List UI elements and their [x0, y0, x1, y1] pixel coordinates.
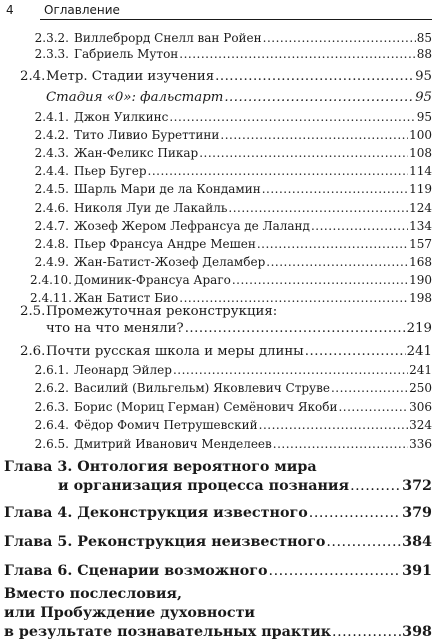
entry-title: Василий (Вильгельм) Яковлевич Струве: [74, 381, 330, 396]
entry-number: 2.4.7.: [34, 218, 69, 233]
entry-number: 2.3.3.: [34, 47, 69, 61]
leader-dots: [232, 272, 408, 288]
chapter-page: 384: [402, 534, 432, 550]
entry-title: Доминик-Франсуа Араго: [74, 272, 231, 287]
entry-number: 2.3.2.: [34, 31, 69, 45]
leader-dots: [257, 236, 408, 252]
section-title: Почти русская школа и меры длины: [46, 344, 304, 359]
toc-entry: [30, 163, 432, 179]
toc-entry: [30, 127, 432, 143]
entry-title: Жан-Батист-Жозеф Деламбер: [74, 254, 266, 269]
toc-afterword: [4, 585, 432, 641]
entry-title: Жан Батист Био: [74, 291, 179, 305]
entry-number: 2.4.6.: [34, 200, 69, 215]
entry-title: Дмитрий Иванович Менделеев: [74, 436, 272, 451]
toc-entry: [30, 436, 432, 452]
leader-dots: [169, 109, 415, 125]
leader-dots: [220, 127, 408, 143]
section-page: 219: [406, 321, 432, 336]
entry-page: 95: [416, 110, 432, 124]
afterword-title-cont: или Пробуждение духовности: [4, 605, 256, 621]
entry-page: 190: [409, 272, 432, 287]
toc-section-cont: [46, 320, 432, 338]
entry-page: 85: [416, 31, 432, 45]
entry-number: 2.4.11.: [30, 291, 72, 305]
entry-page: 114: [409, 164, 432, 179]
leader-dots: [338, 399, 408, 415]
entry-title: Тито Ливио Буреттини: [74, 128, 220, 143]
leader-dots: [332, 623, 401, 641]
toc-entry: [30, 46, 432, 62]
entry-number: 2.6.4.: [34, 418, 69, 433]
leader-dots: [331, 380, 408, 396]
entry-number: 2.4.2.: [34, 128, 69, 143]
entry-title: Пьер Франсуа Андре Мешен: [74, 236, 256, 251]
section-title: Метр. Стадии изучения: [46, 69, 215, 84]
toc-entry: [30, 362, 432, 378]
toc-entry: [30, 30, 432, 46]
entry-number: 2.4.1.: [34, 110, 69, 124]
leader-dots: [224, 89, 414, 107]
entry-number: 2.6.2.: [34, 381, 69, 396]
leader-dots: [305, 343, 406, 361]
toc-chapter-6: [4, 562, 432, 581]
toc-chapter-5: [4, 533, 432, 552]
leader-dots: [185, 320, 406, 338]
entry-page: 324: [409, 418, 432, 433]
running-title: Оглавление: [44, 3, 120, 17]
entry-title: Борис (Мориц Герман) Семёнович Якоби: [74, 399, 338, 414]
entry-page: 198: [409, 291, 432, 305]
section-page: 241: [406, 344, 432, 359]
chapter-title: Глава 3. Онтология вероятного мира: [4, 459, 317, 475]
toc-stage: [46, 89, 432, 107]
leader-dots: [173, 362, 408, 378]
entry-page: 100: [409, 128, 432, 143]
entry-title: Пьер Бугер: [74, 164, 147, 179]
toc-entry: [30, 254, 432, 270]
chapter-page: 391: [402, 563, 432, 579]
leader-dots: [228, 200, 408, 216]
entry-page: 134: [409, 218, 432, 233]
entry-page: 119: [409, 182, 432, 197]
leader-dots: [262, 181, 408, 197]
entry-title: Шарль Мари де ла Кондамин: [74, 182, 261, 197]
entry-number: 2.4.8.: [34, 236, 69, 251]
afterword-page: 398: [402, 624, 432, 640]
leader-dots: [266, 254, 408, 270]
entry-title: Жозеф Жером Лефрансуа де Лаланд: [74, 218, 310, 233]
leader-dots: [273, 436, 408, 452]
entry-title: Габриель Мутон: [74, 47, 179, 61]
toc-entry: [30, 417, 432, 433]
entry-number: 2.4.3.: [34, 146, 69, 161]
entry-number: 2.6.5.: [34, 436, 69, 451]
entry-page: 157: [409, 236, 432, 251]
entry-title: Фёдор Фомич Петрушевский: [74, 418, 258, 433]
toc-entry: [30, 399, 432, 415]
leader-dots: [259, 417, 408, 433]
toc-entry: [30, 200, 432, 216]
entry-title: Виллеброрд Снелл ван Ройен: [74, 31, 262, 45]
entry-title: Леонард Эйлер: [74, 363, 172, 377]
toc-entry: [30, 380, 432, 396]
entry-page: 108: [409, 146, 432, 161]
chapter-title-cont: и организация процесса познания: [58, 478, 350, 494]
entry-title: Николя Луи де Лакайль: [74, 200, 228, 215]
entry-page: 250: [409, 381, 432, 396]
leader-dots: [311, 218, 408, 234]
entry-number: 2.4.5.: [34, 182, 69, 197]
leader-dots: [326, 533, 401, 552]
leader-dots: [148, 163, 409, 179]
chapter-title: Глава 5. Реконструкция неизвестного: [4, 534, 326, 550]
leader-dots: [263, 30, 416, 46]
entry-page: 168: [409, 254, 432, 269]
stage-page: 95: [415, 90, 432, 105]
toc-entry: [30, 145, 432, 161]
section-title-cont: что на что меняли?: [46, 321, 184, 336]
page-header: [0, 0, 436, 22]
afterword-title-cont: в результате познавательных практик: [4, 624, 332, 640]
leader-dots: [309, 504, 401, 523]
toc-entry: [30, 181, 432, 197]
header-rule: [40, 19, 432, 20]
entry-number: 2.6.3.: [34, 399, 69, 414]
entry-page: 241: [409, 363, 432, 377]
toc-chapter-4: [4, 504, 432, 523]
toc-entry: [30, 109, 432, 125]
entry-title: Джон Уилкинс: [74, 110, 169, 124]
chapter-title: Глава 4. Деконструкция известного: [4, 505, 308, 521]
section-title: Промежуточная реконструкция:: [46, 304, 278, 319]
section-page: 95: [415, 69, 432, 84]
leader-dots: [215, 68, 414, 86]
entry-number: 2.6.1.: [34, 363, 69, 377]
section-number: 2.5.: [20, 304, 46, 319]
entry-page: 88: [416, 47, 432, 61]
leader-dots: [269, 562, 402, 581]
stage-title: Стадия «0»: фальстарт: [46, 90, 224, 105]
entry-number: 2.4.9.: [34, 254, 69, 269]
toc-chapter-3: [4, 458, 432, 496]
section-number: 2.4.: [20, 69, 46, 84]
leader-dots: [199, 145, 408, 161]
afterword-title: Вместо послесловия,: [4, 586, 182, 602]
page-number: 4: [6, 3, 14, 17]
chapter-page: 372: [402, 478, 432, 494]
toc-section: [20, 343, 432, 361]
leader-dots: [179, 46, 415, 62]
toc-entry: [30, 236, 432, 252]
entry-title: Жан-Феликс Пикар: [74, 146, 199, 161]
entry-number: 2.4.4.: [34, 164, 69, 179]
toc-entry: [30, 218, 432, 234]
entry-number: 2.4.10.: [30, 272, 72, 287]
leader-dots: [350, 477, 401, 496]
chapter-page: 379: [402, 505, 432, 521]
entry-page: 124: [409, 200, 432, 215]
chapter-title: Глава 6. Сценарии возможного: [4, 563, 268, 579]
toc-section: [20, 68, 432, 86]
toc-section: [20, 303, 432, 321]
section-number: 2.6.: [20, 344, 46, 359]
entry-page: 306: [409, 399, 432, 414]
entry-page: 336: [409, 436, 432, 451]
toc-entry: [30, 272, 432, 288]
